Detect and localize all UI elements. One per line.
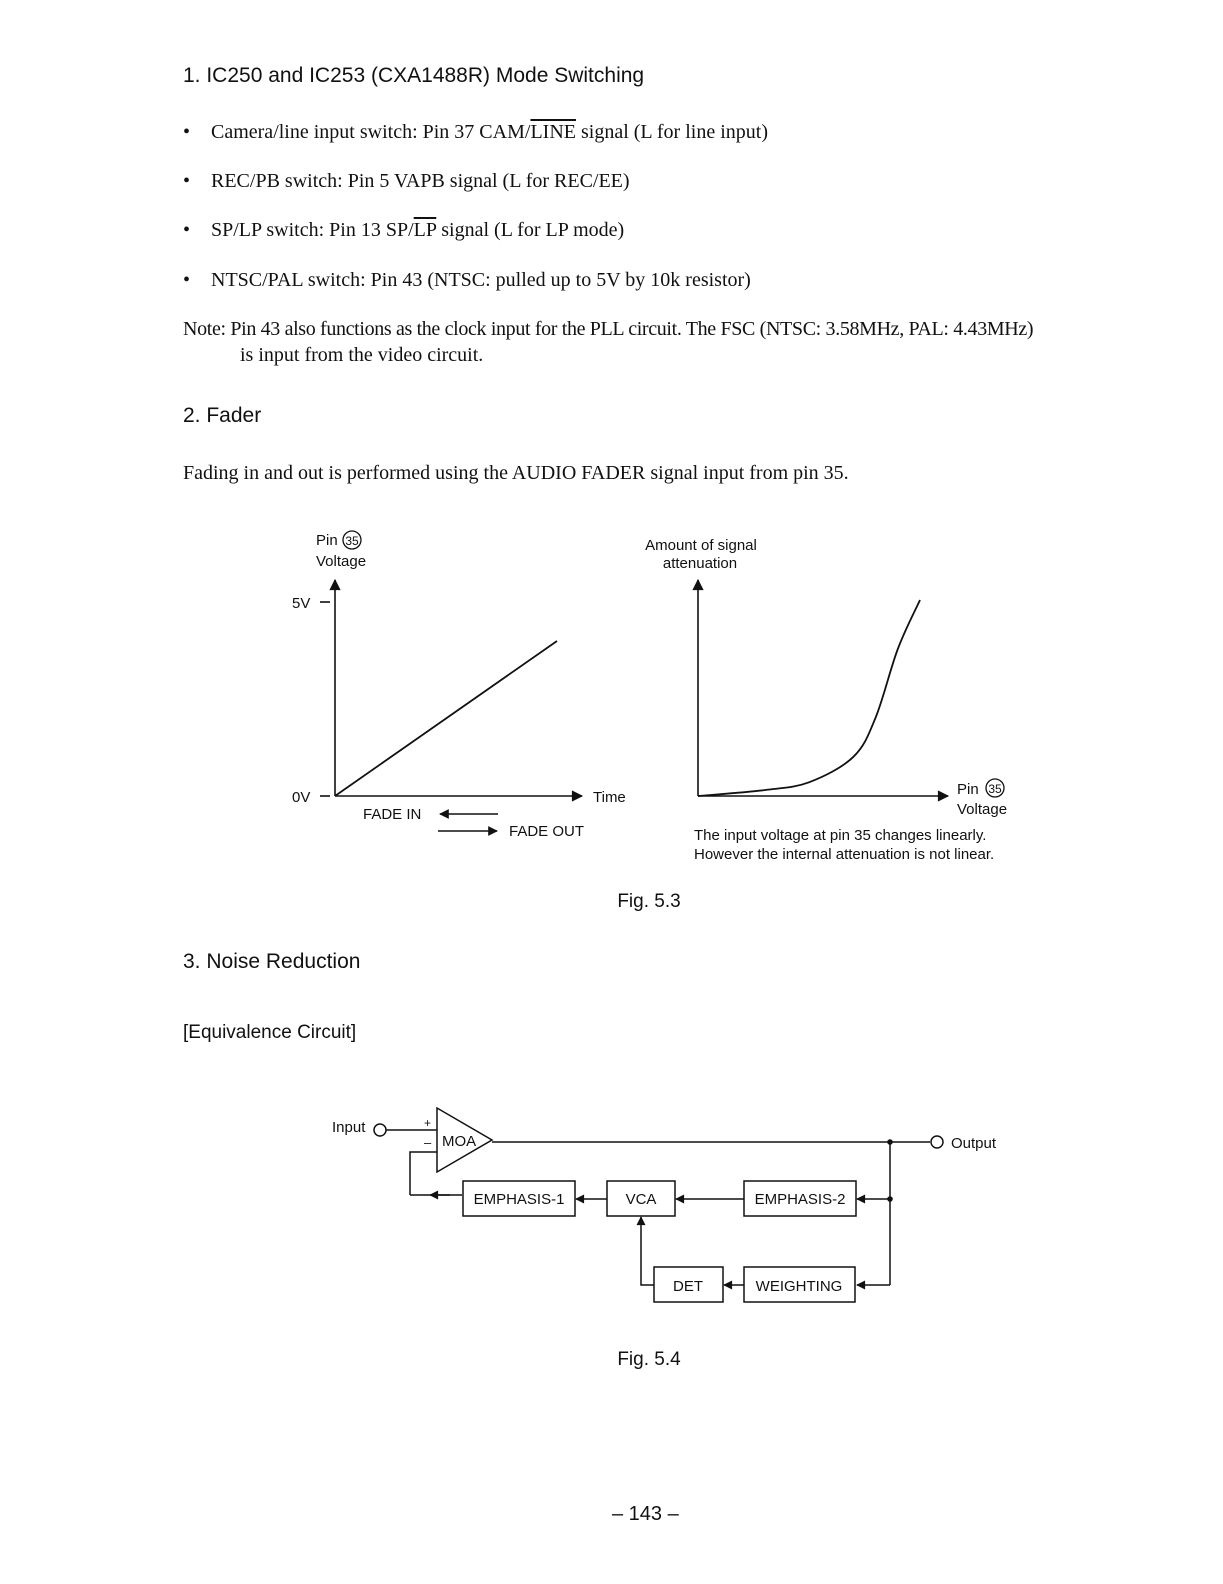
- emphasis-2-label: EMPHASIS-2: [754, 1191, 846, 1208]
- page-number: – 143 –: [612, 1503, 679, 1525]
- det-label: DET: [673, 1278, 703, 1295]
- fade-out-label: FADE OUT: [509, 823, 585, 840]
- section-3-heading: 3. Noise Reduction: [183, 950, 361, 973]
- left-ylabel-voltage: Voltage: [316, 553, 367, 570]
- input-terminal: [374, 1124, 386, 1136]
- input-label: Input: [332, 1119, 366, 1136]
- figure-5-3-caption: Fig. 5.3: [617, 891, 681, 912]
- pin-number: 35: [988, 782, 1002, 796]
- weighting-label: WEIGHTING: [755, 1278, 843, 1295]
- right-ylabel-line2: attenuation: [662, 555, 738, 572]
- fade-in-label: FADE IN: [363, 806, 422, 823]
- section-2-heading: 2. Fader: [183, 404, 262, 427]
- bullet-dot: •: [183, 121, 191, 143]
- attenuation-caption-1: The input voltage at pin 35 changes linearly.: [694, 827, 987, 844]
- note-line-1: Note: Pin 43 also functions as the clock input for the PLL circuit. The FSC (NTSC: 3.58MHz, PAL: 4.43MHz): [183, 318, 1034, 340]
- vca-label: VCA: [625, 1191, 657, 1208]
- fader-voltage-chart: [292, 531, 626, 840]
- right-xlabel-pin: Pin: [957, 781, 979, 798]
- left-ylabel-pin: Pin: [316, 532, 338, 549]
- attenuation-curve: [698, 600, 920, 796]
- section-1-heading: 1. IC250 and IC253 (CXA1488R) Mode Switching: [183, 64, 645, 87]
- figure-5-3: [0, 520, 1223, 920]
- minus-sign: –: [424, 1135, 432, 1150]
- emphasis-1-label: EMPHASIS-1: [473, 1191, 565, 1208]
- bullet-dot: •: [183, 269, 191, 291]
- bullet-rec-pb: REC/PB switch: Pin 5 VAPB signal (L for REC/EE): [211, 170, 630, 192]
- attenuation-caption-2: However the internal attenuation is not linear.: [694, 846, 995, 863]
- voltage-ramp-line: [335, 641, 557, 796]
- right-ylabel-line1: Amount of signal: [645, 537, 757, 554]
- left-xlabel-time: Time: [593, 789, 626, 806]
- output-terminal: [931, 1136, 943, 1148]
- bullet-sp-lp: SP/LP switch: Pin 13 $SP/\overline{LP}$ signal (L for LP mode): [211, 219, 625, 241]
- moa-label: MOA: [442, 1133, 477, 1150]
- equivalence-circuit-heading: [Equivalence Circuit]: [183, 1022, 357, 1043]
- attenuation-chart: [645, 537, 1007, 863]
- plus-sign: +: [424, 1116, 432, 1130]
- tick-label-5v: 5V: [292, 595, 311, 612]
- note-line-2: is input from the video circuit.: [240, 344, 484, 366]
- bullet-camera-line: Camera/line input switch: Pin 37 CAM/LINE signal (L for line input): [211, 121, 768, 143]
- figure-5-4: [0, 1090, 1223, 1380]
- bullet-dot: •: [183, 219, 191, 241]
- figure-5-4-caption: Fig. 5.4: [617, 1349, 681, 1370]
- pin-number: 35: [345, 534, 359, 548]
- bullet-ntsc-pal: NTSC/PAL switch: Pin 43 (NTSC: pulled up to 5V by 10k resistor): [211, 269, 751, 291]
- tick-label-0v: 0V: [292, 789, 311, 806]
- bullet-dot: •: [183, 170, 191, 192]
- output-label: Output: [951, 1135, 997, 1152]
- fader-description: Fading in and out is performed using the AUDIO FADER signal input from pin 35.: [183, 462, 849, 484]
- right-xlabel-voltage: Voltage: [957, 801, 1008, 818]
